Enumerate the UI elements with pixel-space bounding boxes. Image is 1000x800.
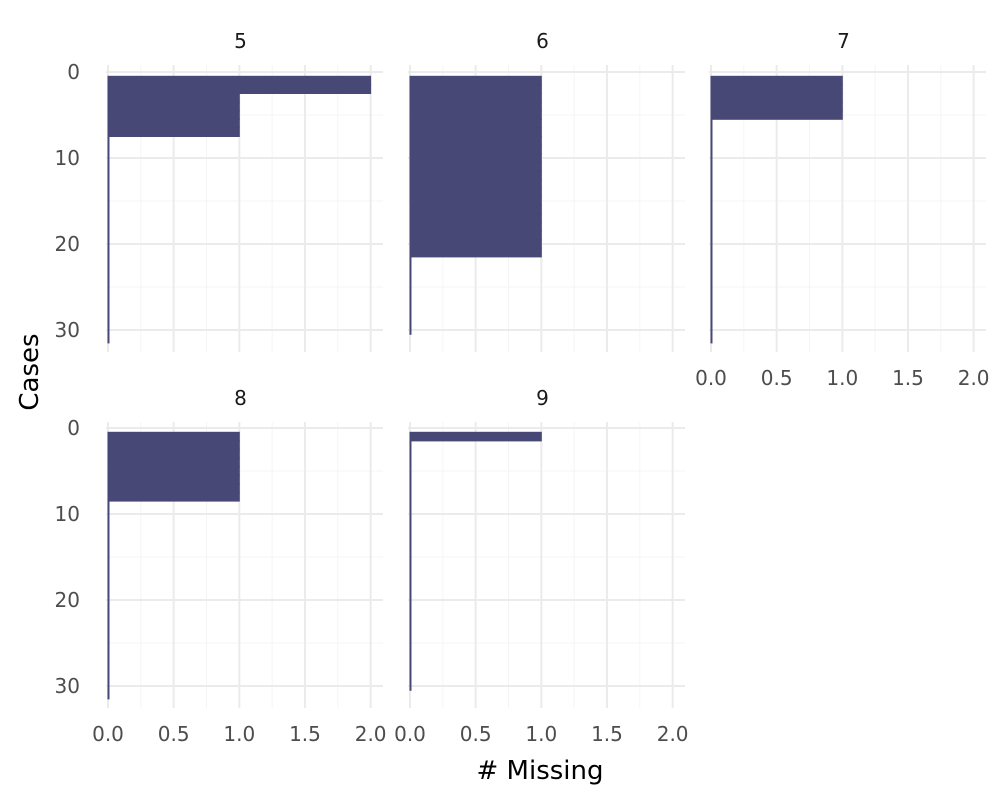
bar-case-30 bbox=[711, 326, 712, 335]
bar-case-31 bbox=[711, 334, 712, 343]
bar-case-14 bbox=[410, 188, 541, 197]
bar-case-21 bbox=[711, 248, 712, 257]
bar-case-21 bbox=[410, 248, 541, 257]
bar-case-16 bbox=[108, 205, 109, 214]
y-tick-label: 20 bbox=[54, 232, 80, 256]
bar-case-19 bbox=[410, 587, 411, 596]
bar-case-17 bbox=[410, 570, 411, 579]
bar-case-24 bbox=[108, 630, 109, 639]
bar-case-8 bbox=[410, 493, 411, 502]
bar-case-27 bbox=[410, 656, 411, 665]
y-tick-label: 0 bbox=[67, 416, 80, 440]
bar-case-9 bbox=[711, 145, 712, 154]
bar-case-31 bbox=[108, 690, 109, 699]
bar-case-5 bbox=[410, 467, 411, 476]
bar-case-12 bbox=[410, 171, 541, 180]
bar-case-7 bbox=[410, 484, 411, 493]
bar-case-13 bbox=[410, 536, 411, 545]
y-tick-label: 30 bbox=[54, 674, 80, 698]
bar-case-14 bbox=[711, 188, 712, 197]
bar-case-9 bbox=[108, 501, 109, 510]
bar-case-12 bbox=[108, 171, 109, 180]
bar-case-4 bbox=[410, 458, 411, 467]
bar-case-22 bbox=[410, 613, 411, 622]
bar-case-21 bbox=[108, 604, 109, 613]
bar-case-6 bbox=[410, 119, 541, 128]
bar-case-26 bbox=[410, 647, 411, 656]
bar-case-1 bbox=[410, 432, 541, 441]
bar-case-25 bbox=[108, 283, 109, 292]
bar-case-23 bbox=[108, 622, 109, 631]
facet-label-7: 7 bbox=[837, 29, 850, 53]
bar-case-23 bbox=[108, 266, 109, 275]
facet-panel-9 bbox=[394, 386, 688, 746]
bar-case-13 bbox=[410, 180, 541, 189]
facet-label-9: 9 bbox=[536, 386, 549, 410]
bar-case-26 bbox=[711, 291, 712, 300]
bar-case-2 bbox=[108, 85, 371, 94]
bar-case-8 bbox=[108, 137, 109, 146]
bar-case-2 bbox=[711, 85, 842, 94]
facet-panel-6 bbox=[408, 29, 685, 352]
bar-case-1 bbox=[108, 432, 239, 441]
bar-case-8 bbox=[108, 493, 239, 502]
bar-case-29 bbox=[711, 317, 712, 326]
bar-case-8 bbox=[711, 137, 712, 146]
x-tick-label: 0.0 bbox=[92, 722, 124, 746]
bar-case-11 bbox=[410, 162, 541, 171]
bar-case-26 bbox=[108, 647, 109, 656]
bar-case-11 bbox=[410, 518, 411, 527]
bar-case-15 bbox=[108, 553, 109, 562]
bar-case-10 bbox=[108, 154, 109, 163]
bar-case-27 bbox=[711, 300, 712, 309]
bar-case-20 bbox=[108, 240, 109, 249]
bar-case-3 bbox=[108, 94, 239, 103]
bar-case-4 bbox=[108, 102, 239, 111]
bar-case-23 bbox=[711, 266, 712, 275]
bar-case-12 bbox=[410, 527, 411, 536]
bar-case-2 bbox=[410, 441, 411, 450]
facet-panels bbox=[55, 29, 990, 746]
bar-case-8 bbox=[410, 137, 541, 146]
bar-case-24 bbox=[410, 630, 411, 639]
bar-case-10 bbox=[410, 154, 541, 163]
bar-case-20 bbox=[711, 240, 712, 249]
bar-case-22 bbox=[711, 257, 712, 266]
bar-case-17 bbox=[711, 214, 712, 223]
x-tick-label: 0.5 bbox=[157, 722, 190, 746]
bar-case-30 bbox=[108, 326, 109, 335]
x-axis-title: # Missing bbox=[476, 756, 604, 786]
y-axis-title: Cases bbox=[15, 333, 45, 411]
bar-case-28 bbox=[711, 309, 712, 318]
bar-case-3 bbox=[711, 94, 842, 103]
bar-case-29 bbox=[410, 673, 411, 682]
x-tick-label: 0.5 bbox=[760, 366, 793, 390]
x-tick-label: 1.0 bbox=[223, 722, 256, 746]
bar-case-9 bbox=[410, 501, 411, 510]
bar-case-24 bbox=[410, 274, 411, 283]
bar-case-7 bbox=[410, 128, 541, 137]
bar-case-24 bbox=[711, 274, 712, 283]
bar-case-11 bbox=[108, 518, 109, 527]
bar-case-1 bbox=[410, 76, 541, 85]
facet-panel-8 bbox=[55, 386, 387, 746]
x-tick-label: 1.5 bbox=[591, 722, 623, 746]
bar-case-18 bbox=[108, 579, 109, 588]
bar-case-29 bbox=[410, 317, 411, 326]
bar-case-22 bbox=[108, 613, 109, 622]
bar-case-25 bbox=[410, 283, 411, 292]
bar-case-12 bbox=[108, 527, 109, 536]
bar-case-18 bbox=[410, 579, 411, 588]
bar-case-14 bbox=[108, 544, 109, 553]
bar-case-17 bbox=[108, 570, 109, 579]
bar-case-14 bbox=[108, 188, 109, 197]
bar-case-21 bbox=[108, 248, 109, 257]
bar-case-27 bbox=[108, 656, 109, 665]
y-tick-label: 20 bbox=[54, 588, 80, 612]
bar-case-5 bbox=[108, 467, 239, 476]
bar-case-16 bbox=[410, 205, 541, 214]
bar-case-28 bbox=[410, 665, 411, 674]
bar-case-4 bbox=[108, 458, 239, 467]
bar-case-28 bbox=[108, 309, 109, 318]
bar-case-13 bbox=[108, 180, 109, 189]
facet-label-6: 6 bbox=[536, 29, 549, 53]
bar-case-11 bbox=[711, 162, 712, 171]
x-tick-label: 2.0 bbox=[656, 722, 689, 746]
x-tick-label: 1.0 bbox=[525, 722, 558, 746]
bar-case-5 bbox=[410, 111, 541, 120]
bar-case-6 bbox=[108, 119, 239, 128]
bar-case-14 bbox=[410, 544, 411, 553]
bar-case-30 bbox=[410, 326, 411, 335]
bar-case-16 bbox=[410, 561, 411, 570]
facet-label-5: 5 bbox=[234, 29, 247, 53]
bar-case-23 bbox=[410, 622, 411, 631]
bar-case-19 bbox=[108, 587, 109, 596]
bar-case-30 bbox=[108, 682, 109, 691]
bar-case-7 bbox=[711, 128, 712, 137]
x-tick-label: 0.5 bbox=[459, 722, 492, 746]
bar-case-6 bbox=[108, 475, 239, 484]
y-tick-label: 10 bbox=[54, 146, 80, 170]
bar-case-31 bbox=[108, 334, 109, 343]
bar-case-10 bbox=[108, 510, 109, 519]
bar-case-6 bbox=[410, 475, 411, 484]
y-tick-label: 10 bbox=[54, 502, 80, 526]
facet-panel-7 bbox=[695, 29, 989, 390]
bar-case-29 bbox=[108, 673, 109, 682]
bar-case-20 bbox=[410, 596, 411, 605]
bar-case-18 bbox=[711, 223, 712, 232]
bar-case-27 bbox=[108, 300, 109, 309]
bar-case-9 bbox=[410, 145, 541, 154]
bar-case-15 bbox=[410, 553, 411, 562]
bar-case-20 bbox=[108, 596, 109, 605]
bar-case-30 bbox=[410, 682, 411, 691]
bar-case-17 bbox=[410, 214, 541, 223]
y-tick-label: 0 bbox=[67, 60, 80, 84]
bar-case-12 bbox=[711, 171, 712, 180]
bar-case-5 bbox=[711, 111, 842, 120]
bar-case-11 bbox=[108, 162, 109, 171]
bar-case-1 bbox=[108, 76, 371, 85]
bar-case-7 bbox=[108, 484, 239, 493]
bar-case-20 bbox=[410, 240, 541, 249]
x-tick-label: 0.0 bbox=[695, 366, 727, 390]
facet-label-8: 8 bbox=[234, 386, 247, 410]
bar-case-7 bbox=[108, 128, 239, 137]
bar-case-29 bbox=[108, 317, 109, 326]
bar-case-10 bbox=[410, 510, 411, 519]
bar-case-4 bbox=[711, 102, 842, 111]
bar-case-25 bbox=[711, 283, 712, 292]
x-tick-label: 1.0 bbox=[826, 366, 859, 390]
bar-case-3 bbox=[410, 94, 541, 103]
bar-case-24 bbox=[108, 274, 109, 283]
bar-case-26 bbox=[108, 291, 109, 300]
facet-panel-5 bbox=[55, 29, 383, 352]
bar-case-19 bbox=[711, 231, 712, 240]
x-tick-label: 1.5 bbox=[289, 722, 321, 746]
bar-case-4 bbox=[410, 102, 541, 111]
bar-case-2 bbox=[108, 441, 239, 450]
bar-case-17 bbox=[108, 214, 109, 223]
bar-case-26 bbox=[410, 291, 411, 300]
bar-case-3 bbox=[410, 450, 411, 459]
bar-case-6 bbox=[711, 119, 712, 128]
bar-case-9 bbox=[108, 145, 109, 154]
x-tick-label: 1.5 bbox=[892, 366, 924, 390]
bar-case-16 bbox=[711, 205, 712, 214]
bar-case-28 bbox=[410, 309, 411, 318]
bar-case-27 bbox=[410, 300, 411, 309]
bar-case-15 bbox=[711, 197, 712, 206]
y-tick-label: 30 bbox=[54, 318, 80, 342]
x-tick-label: 2.0 bbox=[354, 722, 387, 746]
bar-case-5 bbox=[108, 111, 239, 120]
bar-case-22 bbox=[108, 257, 109, 266]
bar-case-10 bbox=[711, 154, 712, 163]
bar-case-25 bbox=[410, 639, 411, 648]
bar-case-15 bbox=[108, 197, 109, 206]
bar-case-3 bbox=[108, 450, 239, 459]
bar-case-22 bbox=[410, 257, 411, 266]
bar-case-19 bbox=[108, 231, 109, 240]
bar-case-18 bbox=[108, 223, 109, 232]
bar-case-28 bbox=[108, 665, 109, 674]
bar-case-19 bbox=[410, 231, 541, 240]
bar-case-25 bbox=[108, 639, 109, 648]
bar-case-13 bbox=[711, 180, 712, 189]
bar-case-2 bbox=[410, 85, 541, 94]
x-tick-label: 0.0 bbox=[394, 722, 426, 746]
bar-case-15 bbox=[410, 197, 541, 206]
bar-case-16 bbox=[108, 561, 109, 570]
bar-case-23 bbox=[410, 266, 411, 275]
x-tick-label: 2.0 bbox=[957, 366, 990, 390]
bar-case-13 bbox=[108, 536, 109, 545]
bar-case-18 bbox=[410, 223, 541, 232]
bar-case-21 bbox=[410, 604, 411, 613]
bar-case-1 bbox=[711, 76, 842, 85]
